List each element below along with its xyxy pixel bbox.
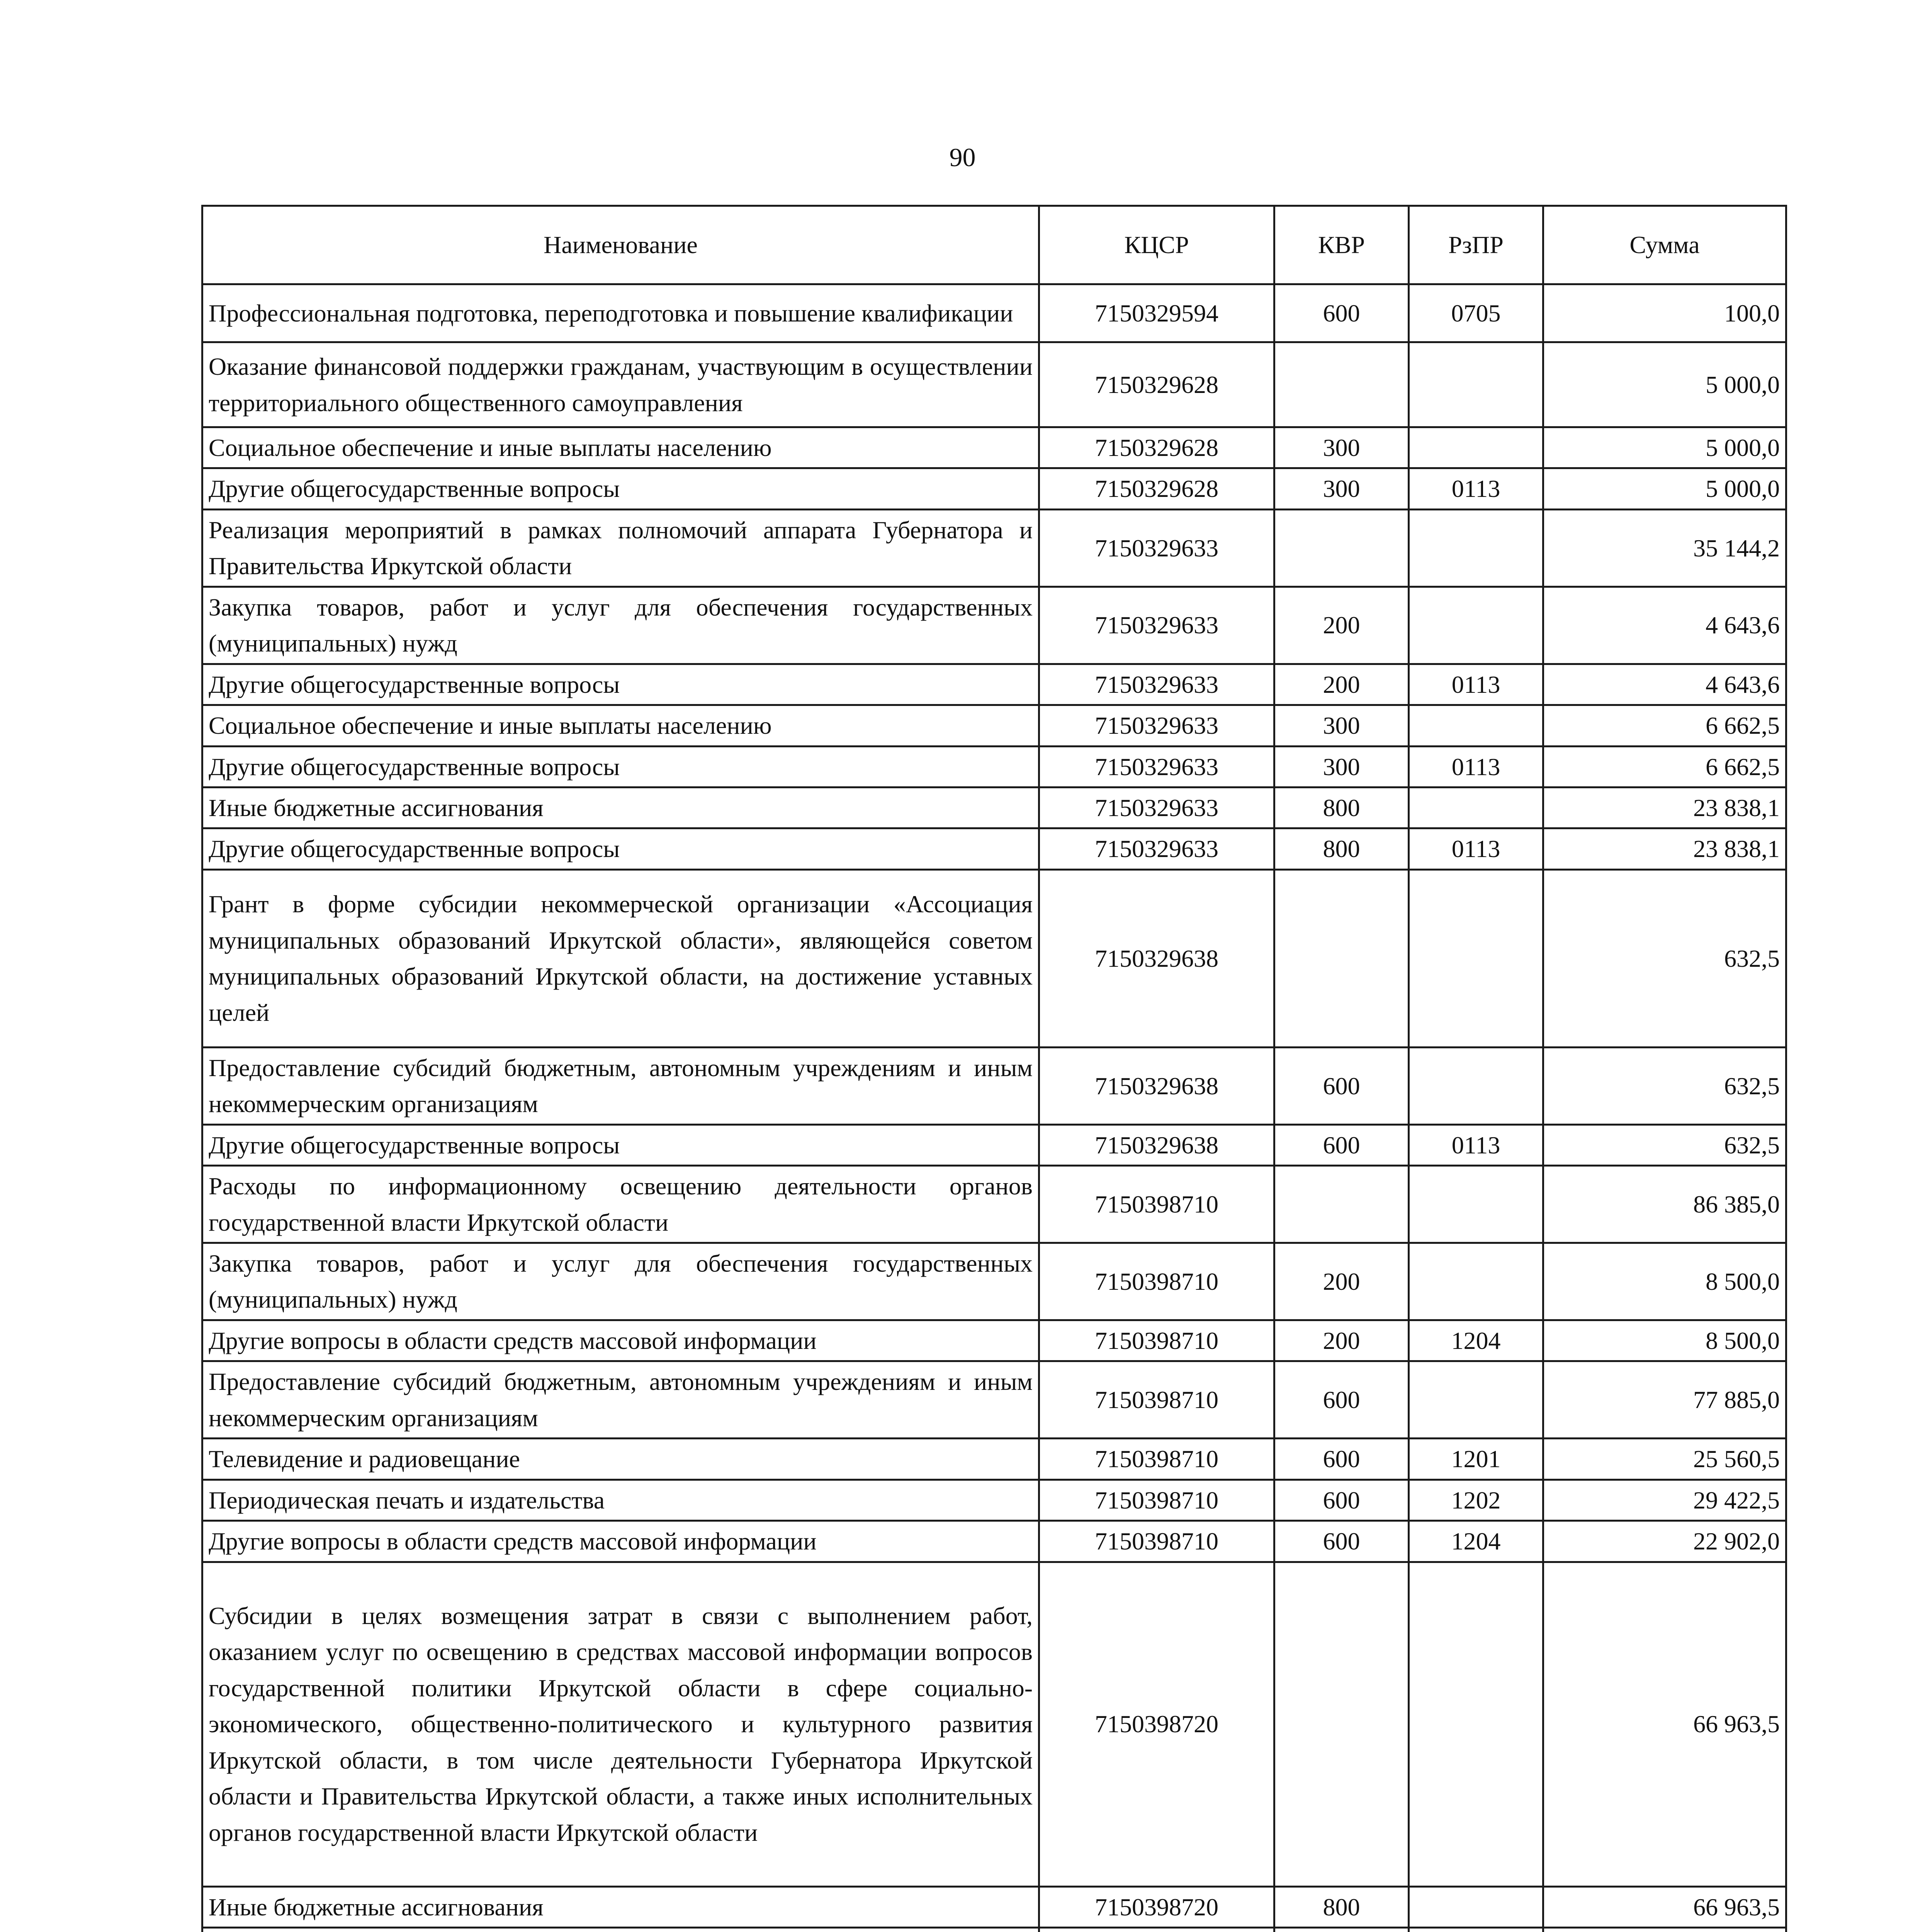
table-header-row [202, 206, 1786, 284]
cell-rzpr [1409, 1562, 1543, 1886]
cell-kvr: 300 [1274, 468, 1409, 509]
cell-sum: 23 838,1 [1543, 787, 1786, 828]
cell-kvr: 300 [1274, 427, 1409, 468]
cell-sum: 66 963,5 [1543, 1886, 1786, 1927]
cell-kcsr: 7150329638 [1039, 869, 1274, 1047]
table-row [202, 587, 1786, 664]
cell-rzpr [1409, 1243, 1543, 1320]
table-row [202, 746, 1786, 787]
cell-kcsr: 7150329633 [1039, 746, 1274, 787]
cell-kcsr: 7150329633 [1039, 587, 1274, 664]
cell-sum: 22 902,0 [1543, 1521, 1786, 1562]
cell-name: Иные бюджетные ассигнования [202, 1886, 1039, 1927]
table-row [202, 1047, 1786, 1124]
table-row [202, 342, 1786, 427]
cell-rzpr [1409, 509, 1543, 587]
table-row [202, 1320, 1786, 1361]
cell-sum: 6 662,5 [1543, 705, 1786, 746]
cell-rzpr: 1202 [1409, 1480, 1543, 1520]
cell-name: Профессиональная подготовка, переподготовка и повышение квалификации [202, 284, 1039, 342]
cell-kvr: 800 [1274, 1886, 1409, 1927]
cell-rzpr [1409, 869, 1543, 1047]
cell-kcsr: 7150398710 [1039, 1361, 1274, 1439]
cell-rzpr: 0705 [1409, 284, 1543, 342]
cell-kvr [1274, 869, 1409, 1047]
cell-rzpr [1409, 787, 1543, 828]
header-rzpr: РзПР [1409, 206, 1543, 284]
cell-kcsr: 7150329638 [1039, 1124, 1274, 1165]
cell-rzpr [1409, 1166, 1543, 1243]
cell-name [202, 1927, 1039, 1932]
cell-name: Социальное обеспечение и иные выплаты населению [202, 427, 1039, 468]
cell-kvr: 600 [1274, 1521, 1409, 1562]
cell-sum: 8 500,0 [1543, 1243, 1786, 1320]
cell-sum: 100,0 [1543, 284, 1786, 342]
cell-name: Другие вопросы в области средств массовой информации [202, 1521, 1039, 1562]
cell-kcsr: 7150398720 [1039, 1886, 1274, 1927]
cell-sum: 25 560,5 [1543, 1439, 1786, 1480]
table-row [202, 1166, 1786, 1243]
cell-name: Другие общегосударственные вопросы [202, 746, 1039, 787]
header-kvr: КВР [1274, 206, 1409, 284]
cell-kvr: 300 [1274, 705, 1409, 746]
cell-kcsr: 7150329628 [1039, 427, 1274, 468]
cell-rzpr: 1201 [1409, 1439, 1543, 1480]
cell-kcsr: 7150329628 [1039, 342, 1274, 427]
cell-name: Другие общегосударственные вопросы [202, 1124, 1039, 1165]
table-row [202, 869, 1786, 1047]
cell-kvr: 200 [1274, 587, 1409, 664]
header-name: Наименование [202, 206, 1039, 284]
cell-kvr: 200 [1274, 1243, 1409, 1320]
cell-rzpr: 0113 [1409, 746, 1543, 787]
cell-sum: 632,5 [1543, 869, 1786, 1047]
cell-name: Периодическая печать и издательства [202, 1480, 1039, 1520]
cell-kcsr: 7150329633 [1039, 509, 1274, 587]
cell-rzpr [1409, 1886, 1543, 1927]
cell-name: Оказание финансовой поддержки гражданам, участвующим в осуществлении территориального общественного самоуправления [202, 342, 1039, 427]
cell-name: Телевидение и радиовещание [202, 1439, 1039, 1480]
table-row [202, 1124, 1786, 1165]
table-row [202, 1886, 1786, 1927]
cell-kcsr: 7150329633 [1039, 787, 1274, 828]
cell-kvr: 800 [1274, 828, 1409, 869]
cell-kcsr: 7150329633 [1039, 828, 1274, 869]
table-row [202, 1521, 1786, 1562]
cell-sum: 8 500,0 [1543, 1320, 1786, 1361]
budget-table [201, 205, 1787, 1932]
cell-name: Другие вопросы в области средств массовой информации [202, 1320, 1039, 1361]
cell-sum: 6 662,5 [1543, 746, 1786, 787]
cell-kvr [1274, 342, 1409, 427]
cell-rzpr: 0113 [1409, 1124, 1543, 1165]
cell-kcsr: 7150329633 [1039, 664, 1274, 705]
cell-sum: 5 000,0 [1543, 342, 1786, 427]
table-row [202, 1480, 1786, 1520]
cell-sum: 66 963,5 [1543, 1562, 1786, 1886]
cell-kcsr: 7150398720 [1039, 1562, 1274, 1886]
cell-kvr: 600 [1274, 1480, 1409, 1520]
cell-kvr [1274, 1562, 1409, 1886]
cell-rzpr [1409, 1927, 1543, 1932]
cell-rzpr [1409, 1361, 1543, 1439]
cell-name: Другие общегосударственные вопросы [202, 828, 1039, 869]
cell-kcsr: 7150398710 [1039, 1521, 1274, 1562]
cell-name: Субсидии в целях возмещения затрат в связи с выполнением работ, оказанием услуг по освещению в средствах массовой информации вопросов государственной политики Иркутской области в сфере социально-экономического, общественно-политического и культурного развития Иркутской области, в том числе деятельности Губернатора Иркутской области и Правительства Иркутской области, а также иных исполнительных органов государственной власти Иркутской области [202, 1562, 1039, 1886]
cell-rzpr: 0113 [1409, 828, 1543, 869]
cell-name: Закупка товаров, работ и услуг для обеспечения государственных (муниципальных) нужд [202, 587, 1039, 664]
cell-rzpr [1409, 587, 1543, 664]
cell-name: Социальное обеспечение и иные выплаты населению [202, 705, 1039, 746]
table-row [202, 509, 1786, 587]
page-number: 90 [949, 143, 976, 172]
cell-kcsr: 7150329594 [1039, 284, 1274, 342]
header-kcsr: КЦСР [1039, 206, 1274, 284]
cell-rzpr [1409, 1047, 1543, 1124]
cell-sum: 632,5 [1543, 1124, 1786, 1165]
cell-kvr [1274, 1166, 1409, 1243]
table-row [202, 468, 1786, 509]
cell-kvr [1274, 509, 1409, 587]
cell-name: Другие общегосударственные вопросы [202, 468, 1039, 509]
table-row [202, 1361, 1786, 1439]
table-row [202, 427, 1786, 468]
table-row [202, 284, 1786, 342]
cell-name: Предоставление субсидий бюджетным, автономным учреждениям и иным некоммерческим организациям [202, 1047, 1039, 1124]
cell-kvr [1274, 1927, 1409, 1932]
cell-sum: 35 144,2 [1543, 509, 1786, 587]
table-row [202, 787, 1786, 828]
cell-kvr: 600 [1274, 1361, 1409, 1439]
cell-kvr: 200 [1274, 664, 1409, 705]
cell-sum: 77 885,0 [1543, 1361, 1786, 1439]
table-row [202, 1243, 1786, 1320]
cell-kvr: 600 [1274, 284, 1409, 342]
cell-kcsr: 7150398710 [1039, 1439, 1274, 1480]
cell-sum: 29 422,5 [1543, 1480, 1786, 1520]
cell-rzpr [1409, 705, 1543, 746]
table-row [202, 664, 1786, 705]
cell-kcsr [1039, 1927, 1274, 1932]
header-sum: Сумма [1543, 206, 1786, 284]
cell-name: Иные бюджетные ассигнования [202, 787, 1039, 828]
cell-name: Закупка товаров, работ и услуг для обеспечения государственных (муниципальных) нужд [202, 1243, 1039, 1320]
cell-sum: 632,5 [1543, 1047, 1786, 1124]
cell-rzpr [1409, 427, 1543, 468]
cell-name: Реализация мероприятий в рамках полномочий аппарата Губернатора и Правительства Иркутской области [202, 509, 1039, 587]
cell-sum: 5 000,0 [1543, 427, 1786, 468]
cell-name: Предоставление субсидий бюджетным, автономным учреждениям и иным некоммерческим организациям [202, 1361, 1039, 1439]
cell-rzpr [1409, 342, 1543, 427]
cell-sum: 5 000,0 [1543, 468, 1786, 509]
table-row [202, 828, 1786, 869]
cell-sum: 4 643,6 [1543, 664, 1786, 705]
table-row [202, 1439, 1786, 1480]
cell-kvr: 800 [1274, 787, 1409, 828]
cell-sum: 23 838,1 [1543, 828, 1786, 869]
cell-kcsr: 7150398710 [1039, 1320, 1274, 1361]
cell-sum: 86 385,0 [1543, 1166, 1786, 1243]
cell-name: Расходы по информационному освещению деятельности органов государственной власти Иркутской области [202, 1166, 1039, 1243]
cell-kvr: 600 [1274, 1124, 1409, 1165]
cell-rzpr: 1204 [1409, 1320, 1543, 1361]
cell-kvr: 300 [1274, 746, 1409, 787]
cell-rzpr: 0113 [1409, 664, 1543, 705]
cell-sum: 4 643,6 [1543, 587, 1786, 664]
cell-kcsr: 7150329628 [1039, 468, 1274, 509]
cell-kcsr: 7150398710 [1039, 1166, 1274, 1243]
cell-kvr: 200 [1274, 1320, 1409, 1361]
table-row [202, 1927, 1786, 1932]
cell-sum [1543, 1927, 1786, 1932]
table-row [202, 705, 1786, 746]
cell-name: Грант в форме субсидии некоммерческой организации «Ассоциация муниципальных образований Иркутской области», являющейся советом муниципальных образований Иркутской области, на достижение уставных целей [202, 869, 1039, 1047]
cell-kcsr: 7150398710 [1039, 1480, 1274, 1520]
cell-kvr: 600 [1274, 1439, 1409, 1480]
cell-kcsr: 7150329638 [1039, 1047, 1274, 1124]
table-row [202, 1562, 1786, 1886]
cell-kcsr: 7150329633 [1039, 705, 1274, 746]
cell-rzpr: 1204 [1409, 1521, 1543, 1562]
cell-rzpr: 0113 [1409, 468, 1543, 509]
cell-kvr: 600 [1274, 1047, 1409, 1124]
cell-kcsr: 7150398710 [1039, 1243, 1274, 1320]
cell-name: Другие общегосударственные вопросы [202, 664, 1039, 705]
